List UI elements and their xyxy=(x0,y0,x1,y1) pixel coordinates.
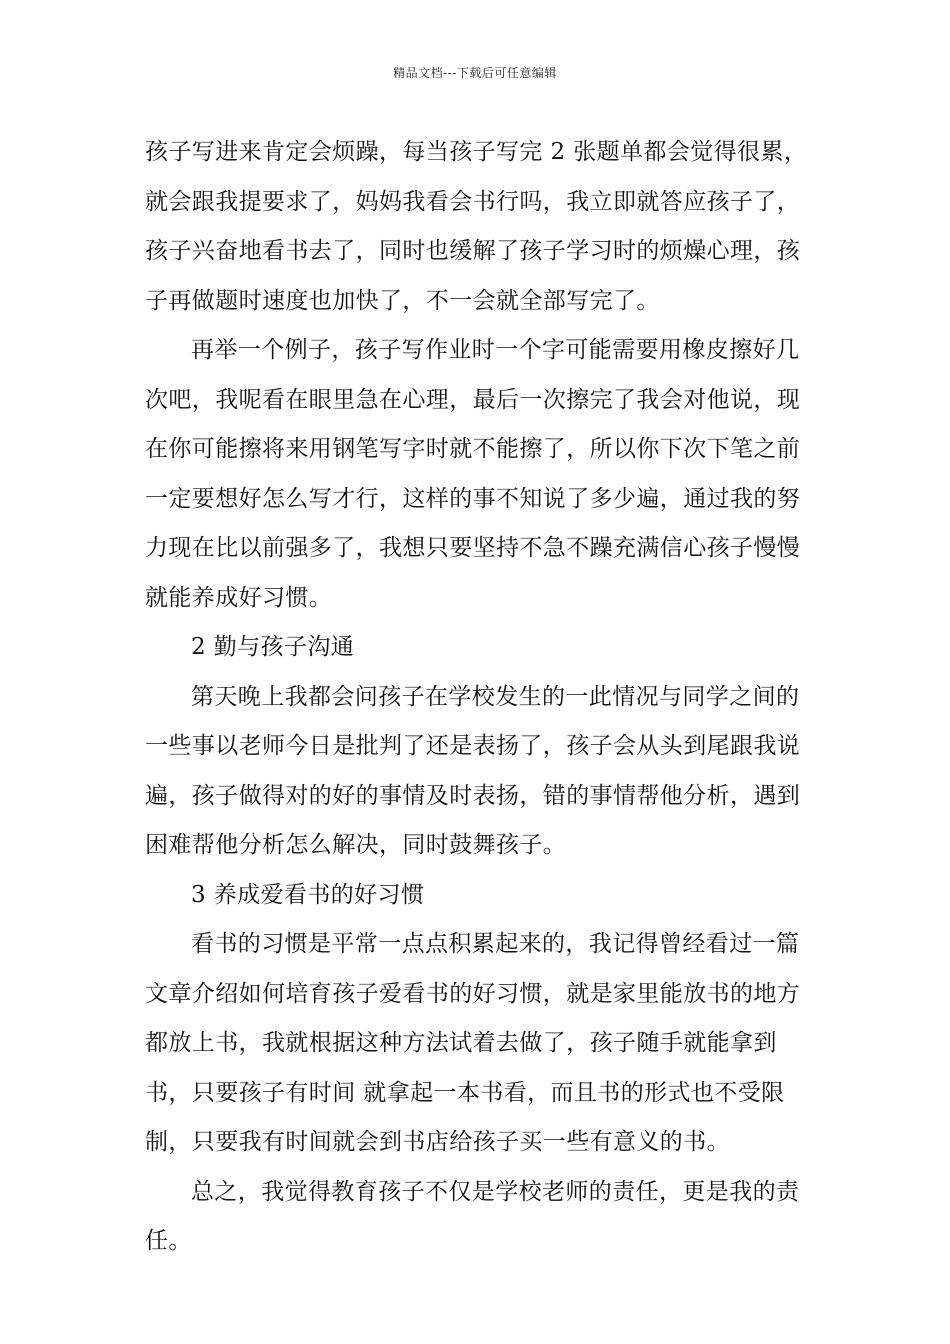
section-heading-2: 2 勤与孩子沟通 xyxy=(191,634,355,660)
paragraph-1: 孩子写进来肯定会烦躁，每当孩子写完 2 张题单都会觉得很累，就会跟我提要求了，妈妈我看会书行吗，我立即就答应孩子了，孩子兴奋地看书去了，同时也缓解了孩子学习时的烦燥心理，孩子再做题时速度也加快了，不一会就全部写完了。 xyxy=(145,139,808,314)
paragraph-3: 第天晚上我都会问孩子在学校发生的一此情况与同学之间的一些事以老师今日是批判了还是表扬了，孩子会从头到尾跟我说遍，孩子做得对的好的事情及时表扬，错的事情帮他分析，遇到困难帮他分析怎么解决，同时鼓舞孩子。 xyxy=(145,683,801,858)
section-heading-3: 3 养成爱看书的好习惯 xyxy=(191,881,425,908)
paragraph-4: 看书的习惯是平常一点点积累起来的，我记得曾经看过一篇文章介绍如何培育孩子爱看书的好习惯，就是家里能放书的地方都放上书，我就根据这种方法试着去做了，孩子随手就能拿到书，只要孩子有时间 就拿起一本书看，而且书的形式也不受限制，只要我有时间就会到书店给孩子买一些有意义的书。 xyxy=(145,931,801,1155)
paragraph-5: 总之，我觉得教育孩子不仅是学校老师的责任，更是我的责任。 xyxy=(145,1178,800,1254)
page-header: 精品文档---下载后可任意编辑 xyxy=(393,66,557,80)
document-body xyxy=(145,128,815,1267)
paragraph-2: 再举一个例子，孩子写作业时一个字可能需要用橡皮擦好几次吧，我呢看在眼里急在心理，最后一次擦完了我会对他说，现在你可能擦将来用钢笔写字时就不能擦了，所以你下次下笔之前一定要想好怎么写才行，这样的事不知说了多少遍，通过我的努力现在比以前强多了，我想只要坚持不急不躁充满信心孩子慢慢就能养成好习惯。 xyxy=(145,337,801,611)
